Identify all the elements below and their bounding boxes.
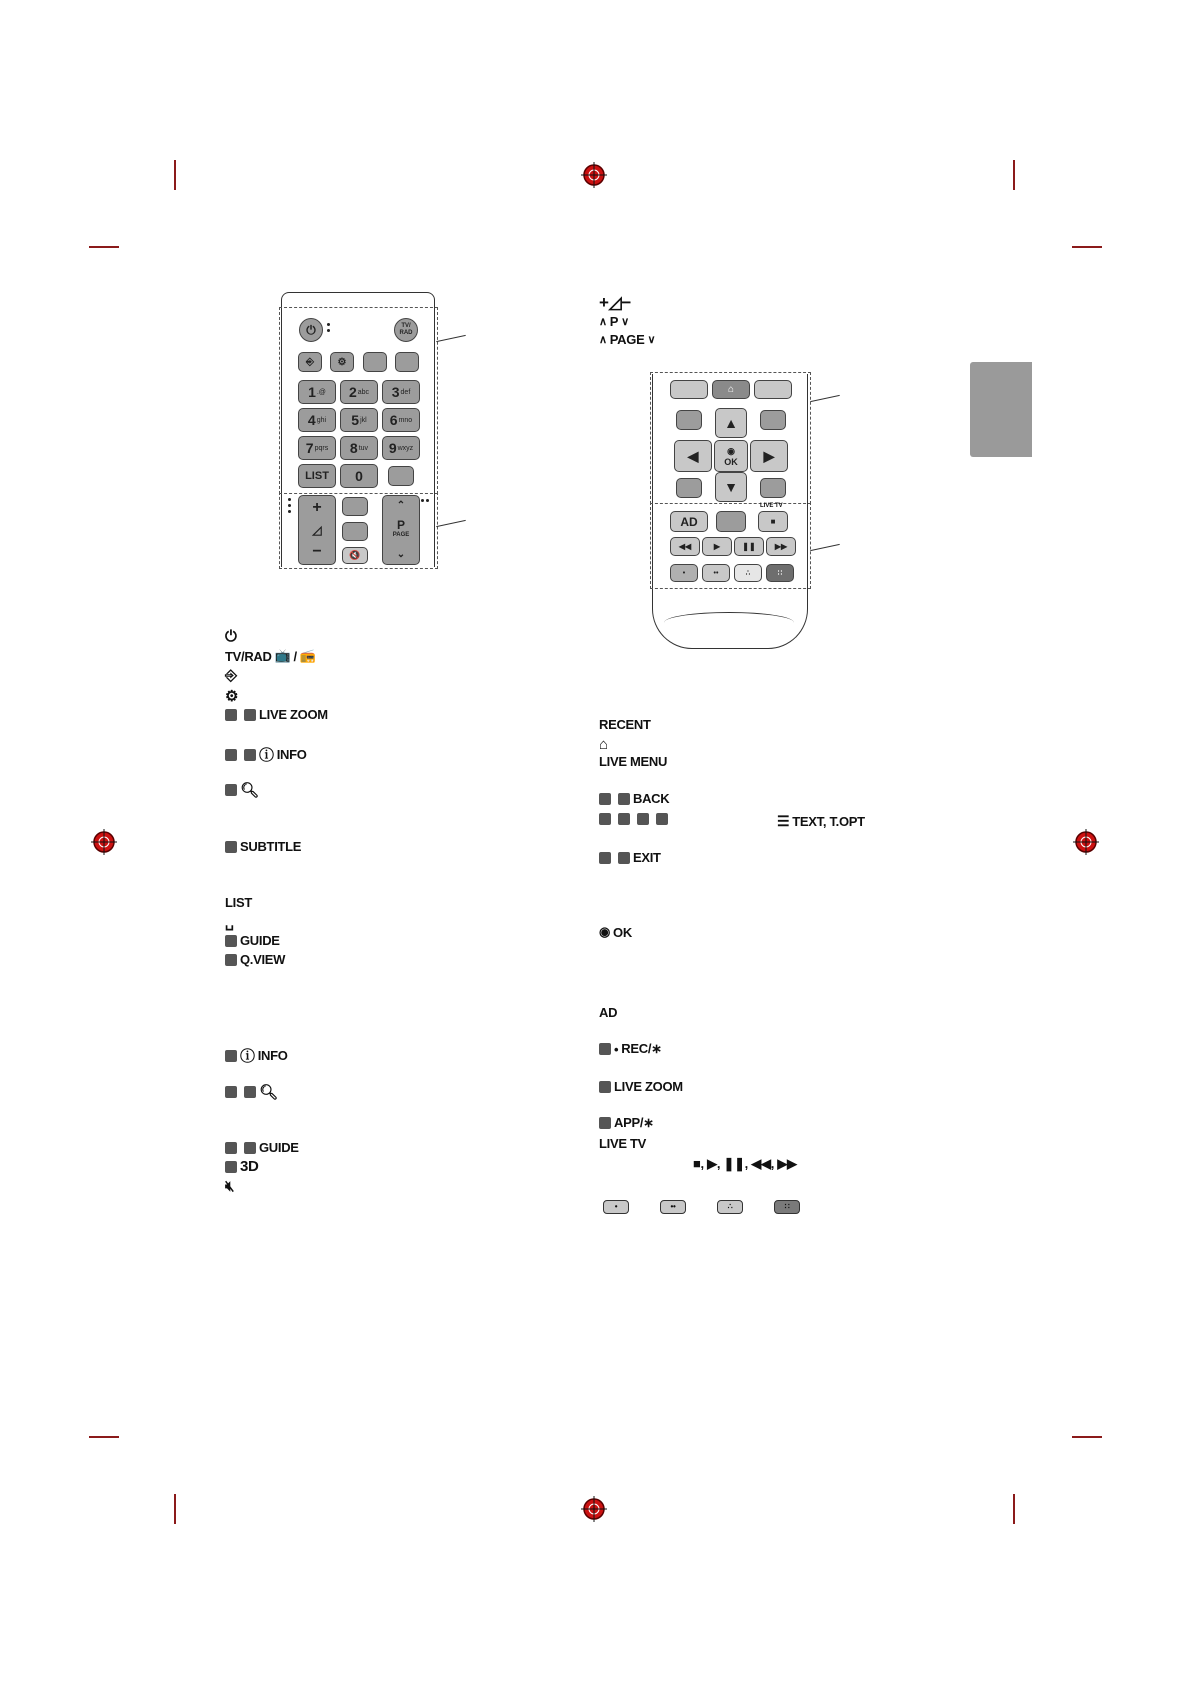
one-dot-pill-icon: • [603, 1200, 629, 1214]
button-square-icon [599, 1117, 611, 1129]
legend-exit: EXIT [599, 850, 661, 865]
dot [288, 498, 291, 501]
button-square-icon [618, 852, 630, 864]
chevron-up-icon: ∧ [599, 316, 607, 328]
crop-mark [174, 1494, 176, 1524]
radio-icon: 📻 [299, 648, 316, 663]
legend-input [225, 667, 237, 684]
left-button[interactable] [674, 440, 712, 472]
number-digit: 5 [351, 412, 360, 428]
chevron-down-icon: ∨ [647, 334, 656, 346]
leader-line [436, 335, 466, 342]
fast-forward-icon: ▶▶ [774, 542, 788, 551]
crop-mark [1013, 1494, 1015, 1524]
volume-icon: ◿ [312, 523, 322, 537]
blank-button[interactable] [388, 466, 414, 486]
channel-rocker[interactable] [382, 495, 420, 565]
number-button-6[interactable] [382, 408, 420, 432]
zero-button[interactable]: 0 [340, 464, 378, 488]
button-square-icon [225, 1161, 237, 1173]
mute-button[interactable] [342, 547, 368, 564]
number-letters: pqrs [314, 444, 329, 452]
number-letters: mno [398, 416, 413, 424]
legend-live-menu: LIVE MENU [599, 754, 668, 769]
legend-info: ⓘ INFO [225, 744, 307, 765]
crop-mark [1072, 1436, 1102, 1438]
color-button-1[interactable] [670, 564, 698, 582]
legend-rec: • REC/∗ [599, 1041, 662, 1057]
legend-color-keys [599, 813, 672, 825]
gear-icon: ⚙ [225, 688, 239, 705]
teletext-icon: ☰ [777, 813, 790, 829]
number-button-7[interactable] [298, 436, 336, 460]
rewind-button[interactable] [670, 537, 700, 556]
color-button-4[interactable] [766, 564, 794, 582]
list-button[interactable]: LIST [298, 464, 336, 488]
legend-text-topt: ☰ TEXT, T.OPT [777, 813, 865, 829]
input-button[interactable] [298, 352, 322, 372]
blank-button[interactable] [760, 410, 786, 430]
button-square-icon [244, 709, 256, 721]
button-square-icon [618, 813, 630, 825]
legend-info-2: ⓘ INFO [225, 1045, 288, 1066]
number-digit: 3 [391, 384, 400, 400]
home-icon: ⌂ [599, 736, 608, 753]
legend-space [225, 914, 234, 931]
number-button-5[interactable] [340, 408, 378, 432]
legend-guide-2: GUIDE [225, 1140, 299, 1155]
leader-line [810, 544, 840, 551]
legend-ad: AD [599, 1005, 618, 1020]
live-tv-caption: LIVE TV [760, 503, 783, 509]
legend-mute [225, 1178, 234, 1195]
tv-rad-button[interactable]: TV/ RAD [394, 318, 418, 342]
power-icon: ⏻ [306, 322, 316, 337]
home-button[interactable] [712, 380, 750, 399]
legend-back: BACK [599, 791, 669, 806]
number-digit: 8 [349, 440, 358, 456]
recent-button[interactable] [670, 380, 708, 399]
blank-button[interactable] [676, 478, 702, 498]
two-dot-pill-icon: •• [660, 1200, 686, 1214]
mute-icon: 🔇 [349, 550, 361, 560]
legend-settings [225, 687, 238, 705]
button-square-icon [225, 1050, 237, 1062]
power-button[interactable] [299, 318, 323, 342]
blank-button[interactable] [676, 410, 702, 430]
blank-button[interactable] [363, 352, 387, 372]
dot [327, 323, 330, 326]
rewind-icon: ◀◀ [678, 542, 692, 551]
color-button-2[interactable] [702, 564, 730, 582]
minus-icon: − [312, 543, 322, 560]
section-tab [970, 362, 1032, 457]
button-square-icon [618, 793, 630, 805]
number-digit: 1 [308, 384, 316, 400]
button-square-icon [599, 793, 611, 805]
legend-3d [225, 1158, 259, 1175]
number-letters: abc [357, 388, 370, 396]
crop-mark [89, 1436, 119, 1438]
button-square-icon [656, 813, 668, 825]
number-letters: jkl [360, 416, 367, 424]
legend-volume [599, 293, 631, 313]
number-letters: .@ [316, 388, 326, 396]
dot [327, 329, 330, 332]
color-button-3[interactable] [734, 564, 762, 582]
legend-color-pills [603, 1200, 800, 1214]
volume-rocker[interactable] [298, 495, 336, 565]
play-button[interactable] [702, 537, 732, 556]
number-button-2[interactable] [340, 380, 378, 404]
plus-icon: + [312, 499, 322, 516]
button-square-icon [244, 749, 256, 761]
two-dot-icon: •• [713, 569, 719, 577]
right-button[interactable] [750, 440, 788, 472]
search-icon: 🔍︎ [240, 782, 259, 799]
down-button[interactable] [715, 472, 747, 502]
input-icon: ⎆ [225, 667, 237, 684]
number-button-3[interactable] [382, 380, 420, 404]
four-dot-icon: ∷ [777, 570, 783, 577]
blank-button[interactable] [716, 511, 746, 532]
crop-mark [1072, 246, 1102, 248]
three-dot-pill-icon: ∴ [717, 1200, 743, 1214]
live-menu-button[interactable] [754, 380, 792, 399]
button-square-icon [599, 1081, 611, 1093]
number-letters: def [400, 388, 411, 396]
legend-tv-rad: TV/RAD 📺 / 📻 [225, 648, 316, 664]
number-digit: 7 [305, 440, 314, 456]
space-icon: ␣ [225, 914, 234, 930]
legend-search [225, 781, 259, 799]
dot [426, 499, 429, 502]
legend-app: APP/∗ [599, 1115, 654, 1131]
leader-line [436, 520, 466, 527]
ok-button[interactable]: ◉ OK [714, 440, 748, 472]
arrow-left-icon: ◀ [687, 447, 699, 464]
button-square-icon [225, 709, 237, 721]
number-digit: 2 [348, 384, 357, 400]
number-digit: 9 [388, 440, 397, 456]
legend-search-2 [225, 1083, 278, 1101]
button-square-icon [225, 1086, 237, 1098]
button-square-icon [244, 1086, 256, 1098]
legend-page: ∧ PAGE ∨ [599, 332, 656, 347]
one-dot-icon: • [682, 569, 686, 577]
3d-icon: 3D [240, 1158, 259, 1175]
chevron-up-icon: ∧ [599, 334, 607, 346]
info-icon: ⓘ [259, 747, 274, 764]
legend-ok: ◉ OK [599, 924, 632, 940]
home-icon: ⌂ [727, 384, 735, 395]
blank-button[interactable] [760, 478, 786, 498]
pause-icon: ❚❚ [742, 542, 756, 551]
legend-subtitle: SUBTITLE [225, 839, 301, 854]
fast-forward-button[interactable] [766, 537, 796, 556]
button-square-icon [225, 1142, 237, 1154]
blank-button[interactable] [395, 352, 419, 372]
legend-guide: GUIDE [225, 933, 280, 948]
legend-live-zoom-2: LIVE ZOOM [599, 1079, 683, 1094]
legend-recent: RECENT [599, 717, 651, 732]
button-square-icon [599, 813, 611, 825]
crop-mark [174, 160, 176, 190]
button-square-icon [225, 935, 237, 947]
power-icon: ⏻ [225, 628, 237, 645]
button-square-icon [225, 954, 237, 966]
button-square-icon [225, 784, 237, 796]
leader-line [810, 395, 840, 402]
stop-button[interactable] [758, 511, 788, 532]
ad-button[interactable]: AD [670, 511, 708, 532]
number-letters: ghi [316, 416, 327, 424]
arrow-down-icon: ▼ [724, 479, 738, 495]
arrow-up-icon: ▲ [724, 415, 738, 431]
ok-icon: ◉ [727, 445, 735, 456]
button-square-icon [244, 1142, 256, 1154]
button-square-icon [599, 852, 611, 864]
tv-icon: 📺 [274, 648, 291, 663]
button-square-icon [599, 1043, 611, 1055]
registration-mark-icon [1073, 829, 1099, 855]
settings-button[interactable] [330, 352, 354, 372]
button-square-icon [637, 813, 649, 825]
legend-channel: ∧ P ∨ [599, 314, 629, 329]
pause-button[interactable] [734, 537, 764, 556]
dot [288, 510, 291, 513]
three-dot-icon: ∴ [745, 570, 751, 577]
dot [288, 504, 291, 507]
number-button-4[interactable] [298, 408, 336, 432]
info-icon: ⓘ [240, 1048, 255, 1065]
search-icon: 🔍︎ [259, 1084, 278, 1101]
crop-mark [1013, 160, 1015, 190]
gear-icon: ⚙ [337, 356, 347, 368]
chevron-down-icon: ∨ [621, 316, 629, 328]
record-dot-icon: • [614, 1041, 619, 1057]
number-button-9[interactable] [382, 436, 420, 460]
button-square-icon [225, 749, 237, 761]
registration-mark-icon [581, 162, 607, 188]
stop-icon: ■ [770, 517, 776, 526]
mute-icon: 🔇︎ [225, 1178, 235, 1195]
channel-label: P PAGE [392, 517, 410, 538]
number-digit: 6 [389, 412, 398, 428]
blank-button[interactable] [342, 497, 368, 516]
legend-list: LIST [225, 895, 252, 910]
number-letters: wxyz [397, 444, 414, 452]
play-icon: ▶ [713, 542, 721, 551]
legend-live-tv: LIVE TV [599, 1136, 647, 1151]
legend-power [225, 628, 237, 645]
chevron-down-icon: ⌄ [396, 548, 406, 560]
blank-button[interactable] [342, 522, 368, 541]
button-square-icon [225, 841, 237, 853]
chevron-up-icon: ⌃ [396, 500, 406, 512]
registration-mark-icon [581, 1496, 607, 1522]
number-button-8[interactable] [340, 436, 378, 460]
remote-bottom-curve [664, 612, 794, 633]
ok-icon: ◉ [599, 924, 611, 939]
four-dot-pill-icon: ∷ [774, 1200, 800, 1214]
number-digit: 4 [307, 412, 316, 428]
crop-mark [89, 246, 119, 248]
input-icon: ⎆ [306, 356, 314, 368]
legend-playback: ■, ▶, ❚❚, ◀◀, ▶▶ [693, 1156, 797, 1171]
volume-up-down-icon: +◿− [599, 293, 632, 312]
legend-qview: Q.VIEW [225, 952, 285, 967]
legend-live-zoom: LIVE ZOOM [225, 707, 328, 722]
legend-home [599, 736, 608, 753]
number-button-1[interactable] [298, 380, 336, 404]
up-button[interactable] [715, 408, 747, 438]
registration-mark-icon [91, 829, 117, 855]
arrow-right-icon: ▶ [763, 447, 775, 464]
dot [421, 499, 424, 502]
number-letters: tuv [358, 444, 369, 452]
